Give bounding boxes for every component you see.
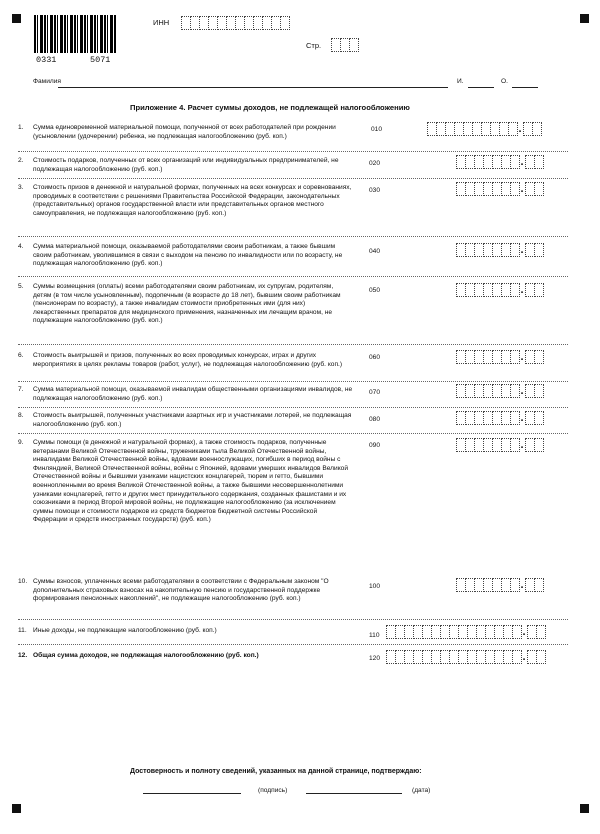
row-separator	[18, 381, 568, 382]
row-number: 2.	[18, 157, 24, 164]
amount-field-010[interactable]: .	[427, 122, 541, 136]
page-label: Стр.	[306, 41, 322, 50]
row-number: 4.	[18, 243, 24, 250]
row-code: 110	[369, 632, 380, 639]
row-separator	[18, 236, 568, 237]
row-separator	[18, 433, 568, 434]
row-text: Стоимость призов в денежной и натуральной формах, полученных на всех конкурсах и соревнованиях, проводимых в соответствии с решениями Правительства Российской Федерации, законодательных (представительных) органов государственной власти или представительных органов местного самоуправления, не подлежащая налогообложению (руб. коп.)	[33, 184, 352, 217]
page-number-field[interactable]	[331, 38, 358, 52]
row-text: Суммы помощи (в денежной и натуральной формах), а также стоимость подарков, полученные ветеранами Великой Отечественной войны, тружениками тыла Великой Отечественной войны, инвалидами Великой Отечественной войны, вдовами военнослужащих, погибших в период войны с Финляндией, Великой Отечественной войны, войны с Японией, вдовами умерших инвалидов Великой Отечественной войны и бывшими узниками нацистских концлагерей, тюрем и гетто, бывшими военнопленными во время Великой Отечественной войны, а также бывшими несовершеннолетними узниками концлагерей, гетто и других мест принудительного содержания, созданных фашистами и их союзниками в период Второй мировой войны, не подлежащие налогообложению (за исключением суммы помощи и стоимости подарков из средств бюджетов бюджетной системы Российской Федерации и средств иностранных государств) (руб. коп.)	[33, 439, 349, 524]
row-number: 1.	[18, 124, 24, 131]
row-code: 120	[369, 655, 381, 662]
row-number: 5.	[18, 283, 24, 290]
amount-field-110[interactable]: .	[386, 625, 545, 639]
row-number: 10.	[18, 578, 28, 585]
inn-label: ИНН	[153, 18, 170, 27]
corner-marker-bottom-left	[12, 804, 21, 813]
row-text: Стоимость выигрышей и призов, полученных во всех проводимых конкурсах, играх и других мероприятиях в целях рекламы товаров (работ, услуг), не подлежащая налогообложению (руб. коп.)	[33, 352, 343, 368]
amount-field-060[interactable]: .	[456, 350, 543, 364]
row-number: 7.	[18, 386, 24, 393]
confirmation-text: Достоверность и полноту сведений, указанных на данной странице, подтверждаю:	[130, 768, 422, 775]
signature-label: (подпись)	[258, 787, 288, 794]
row-code: 030	[369, 187, 381, 194]
barcode-number-left: 0331	[36, 55, 57, 65]
corner-marker-bottom-right	[580, 804, 589, 813]
amount-field-080[interactable]: .	[456, 411, 543, 425]
row-separator	[18, 178, 568, 179]
row-number: 12.	[18, 652, 28, 659]
amount-field-030[interactable]: .	[456, 182, 543, 196]
row-separator	[18, 276, 568, 277]
row-separator	[18, 151, 568, 152]
row-number: 8.	[18, 412, 24, 419]
row-code: 060	[369, 354, 381, 361]
amount-field-040[interactable]: .	[456, 243, 543, 257]
inn-field[interactable]	[181, 16, 289, 30]
signature-line[interactable]	[143, 793, 241, 794]
amount-field-120[interactable]: .	[386, 650, 545, 664]
amount-field-020[interactable]: .	[456, 155, 543, 169]
amount-field-090[interactable]: .	[456, 438, 543, 452]
initial-i-label: И.	[457, 78, 464, 85]
row-code: 020	[369, 160, 381, 167]
row-separator	[18, 344, 568, 345]
date-line[interactable]	[306, 793, 402, 794]
barcode	[34, 15, 116, 53]
corner-marker-top-left	[12, 14, 21, 23]
surname-label: Фамилия	[33, 78, 61, 85]
row-text: Общая сумма доходов, не подлежащая налогообложению (руб. коп.)	[33, 652, 259, 659]
row-separator	[18, 644, 568, 645]
page-title: Приложение 4. Расчет суммы доходов, не подлежащей налогообложению	[130, 103, 410, 112]
row-text: Стоимость подарков, полученных от всех организаций или индивидуальных предпринимателей, не подлежащая налогообложению (руб. коп.)	[33, 157, 339, 173]
row-number: 9.	[18, 439, 24, 446]
row-text: Суммы взносов, уплаченных всеми работодателями в соответствии с Федеральным законом "О дополнительных страховых взносах на накопительную пенсию и государственной поддержке формирования пенсионных накоплений", не подлежащие налогообложению (руб. коп.)	[33, 578, 329, 603]
row-separator	[18, 619, 568, 620]
row-code: 010	[371, 126, 383, 133]
row-text: Стоимость выигрышей, полученных участниками азартных игр и участниками лотерей, не подлежащая налогообложению (руб. коп.)	[33, 412, 352, 428]
row-code: 050	[369, 287, 381, 294]
row-text: Суммы возмещения (оплаты) всеми работодателями своим работникам, их супругам, родителям, детям (в том числе усыновленным), подопечным (в возрасте до 18 лет), бывшим своим работникам (пенсионерам по возрасту), а также инвалидам стоимости приобретенных ими (для них) лекарственных препаратов для медицинского применения, назначенных им лечащим врачом, не подлежащие налогообложению (руб. коп.)	[33, 283, 341, 325]
row-text: Сумма единовременной материальной помощи, полученной от всех работодателей при рождении (усыновлении (удочерении) ребенка, не подлежащая налогообложению (руб. коп.)	[33, 124, 336, 140]
row-text: Сумма материальной помощи, оказываемой инвалидам общественными организациями инвалидов, не подлежащая налогообложению (руб. коп.)	[33, 386, 353, 402]
amount-field-050[interactable]: .	[456, 283, 543, 297]
date-label: (дата)	[412, 787, 431, 794]
initial-i-line[interactable]	[468, 87, 494, 88]
row-text: Сумма материальной помощи, оказываемой работодателями своим работникам, а также бывшим своим работникам, уволившимся в связи с выходом на пенсию по инвалидности или по возрасту, не подлежащая налогообложению (руб. коп.)	[33, 243, 343, 268]
row-separator	[18, 407, 568, 408]
row-number: 6.	[18, 352, 24, 359]
amount-field-100[interactable]: .	[456, 578, 543, 592]
row-number: 11.	[18, 627, 27, 634]
row-text: Иные доходы, не подлежащие налогообложению (руб. коп.)	[33, 627, 217, 634]
surname-line[interactable]	[58, 87, 448, 88]
row-code: 070	[369, 389, 381, 396]
barcode-number-right: 5071	[90, 55, 111, 65]
row-code: 080	[369, 416, 381, 423]
row-code: 100	[369, 583, 381, 590]
row-code: 090	[369, 442, 381, 449]
amount-field-070[interactable]: .	[456, 384, 543, 398]
initial-o-label: О.	[501, 78, 508, 85]
initial-o-line[interactable]	[512, 87, 538, 88]
row-number: 3.	[18, 184, 24, 191]
row-code: 040	[369, 248, 381, 255]
corner-marker-top-right	[580, 14, 589, 23]
